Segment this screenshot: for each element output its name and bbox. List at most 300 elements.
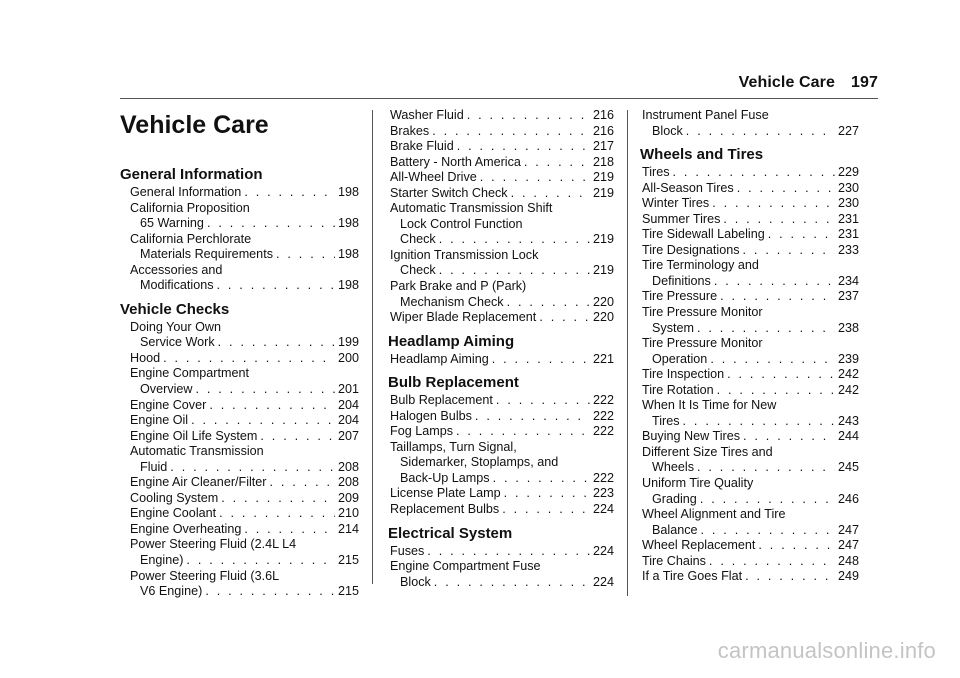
section-heading[interactable]: Headlamp Aiming	[388, 332, 515, 350]
toc-entry[interactable]	[642, 554, 859, 570]
toc-entry[interactable]	[120, 537, 359, 568]
entry-page-number: 207	[337, 428, 359, 443]
entry-title-line: Buying New Tires	[642, 429, 740, 444]
entry-page-number: 219	[592, 232, 614, 247]
toc-entry[interactable]	[390, 502, 614, 518]
entry-leader-row	[390, 170, 614, 186]
dot-leader	[710, 352, 835, 368]
entry-leader-row	[130, 460, 359, 476]
toc-entry[interactable]	[390, 559, 614, 590]
entry-leader-row	[642, 124, 859, 140]
toc-entry[interactable]	[120, 263, 359, 294]
toc-entry[interactable]	[390, 440, 614, 487]
entry-leader-row	[390, 575, 614, 591]
dot-leader	[539, 310, 590, 326]
dot-leader	[720, 289, 835, 305]
section-heading[interactable]: General Information	[120, 166, 263, 183]
entry-leader-row	[130, 278, 359, 294]
entry-title-line: Summer Tires	[642, 211, 721, 226]
entry-leader-row	[130, 351, 359, 367]
entry-title-line: Operation	[652, 351, 708, 366]
toc-entry[interactable]	[642, 212, 859, 228]
entry-page-number: 229	[837, 165, 859, 180]
dot-leader	[683, 414, 835, 430]
entry-title-line: Block	[400, 574, 431, 589]
entry-page-number: 223	[592, 486, 614, 501]
dot-leader	[727, 367, 835, 383]
entry-title-line: Grading	[652, 491, 697, 506]
entry-title-line: Halogen Bulbs	[390, 408, 472, 423]
toc-entry[interactable]	[390, 139, 614, 155]
entry-title-line: Engine Oil Life System	[130, 428, 258, 443]
toc-entry[interactable]	[120, 413, 359, 429]
entry-title-line: Power Steering Fluid (3.6L	[130, 568, 280, 583]
dot-leader	[507, 295, 590, 311]
entry-leader-row	[642, 492, 859, 508]
entry-title-line: Tires	[652, 413, 680, 428]
entry-leader-row	[130, 382, 359, 398]
dot-leader	[700, 492, 835, 508]
dot-leader	[467, 108, 590, 124]
dot-leader	[502, 502, 590, 518]
entry-page-number: 198	[337, 216, 359, 231]
entry-leader-row	[130, 185, 359, 201]
toc-entry[interactable]	[120, 569, 359, 600]
toc-entry[interactable]	[642, 108, 859, 139]
entry-page-number: 219	[592, 185, 614, 200]
entry-title-line: Cooling System	[130, 490, 219, 505]
entry-title-line: Block	[652, 123, 683, 138]
toc-section	[390, 108, 614, 326]
entry-page-number: 249	[837, 569, 859, 584]
entry-page-number: 220	[592, 310, 614, 325]
dot-leader	[244, 185, 335, 201]
entry-title-line: Headlamp Aiming	[390, 351, 489, 366]
entry-title-line: Tire Sidewall Labeling	[642, 227, 765, 242]
entry-title-line: Fog Lamps	[390, 424, 453, 439]
dot-leader	[218, 335, 335, 351]
entry-page-number: 200	[337, 350, 359, 365]
entry-title-line: Engine Coolant	[130, 506, 217, 521]
toc-entry[interactable]	[120, 475, 359, 491]
dot-leader	[270, 475, 335, 491]
entry-page-number: 222	[592, 470, 614, 485]
entry-title-line: Engine Compartment Fuse	[390, 559, 541, 574]
entry-title-line: Washer Fluid	[390, 108, 464, 122]
section-heading[interactable]: Electrical System	[388, 524, 513, 542]
entry-page-number: 230	[837, 196, 859, 211]
toc-entry[interactable]	[642, 398, 859, 429]
toc-section	[642, 108, 859, 139]
entry-leader-row	[130, 506, 359, 522]
toc-entry-list	[390, 352, 614, 368]
entry-leader-row	[390, 502, 614, 518]
entry-title-line: Wheels	[652, 460, 694, 475]
toc-entry[interactable]	[642, 569, 859, 585]
entry-leader-row	[642, 274, 859, 290]
entry-page-number: 215	[337, 584, 359, 599]
entry-page-number: 219	[592, 263, 614, 278]
toc-entry[interactable]	[642, 181, 859, 197]
toc-entry[interactable]	[642, 538, 859, 554]
entry-leader-row	[642, 212, 859, 228]
toc-entry[interactable]	[390, 108, 614, 124]
entry-page-number: 208	[337, 459, 359, 474]
dot-leader	[209, 398, 335, 414]
section-heading[interactable]: Vehicle Checks	[120, 300, 230, 318]
entry-leader-row	[390, 295, 614, 311]
dot-leader	[723, 212, 835, 228]
toc-entry[interactable]	[120, 429, 359, 445]
dot-leader	[743, 243, 835, 259]
toc-entry-list	[390, 544, 614, 591]
entry-page-number: 224	[592, 502, 614, 517]
dot-leader	[221, 491, 335, 507]
entry-leader-row	[390, 352, 614, 368]
entry-leader-row	[130, 216, 359, 232]
dot-leader	[434, 575, 590, 591]
dot-leader	[686, 124, 835, 140]
entry-leader-row	[642, 460, 859, 476]
toc-entry[interactable]	[390, 486, 614, 502]
entry-leader-row	[390, 155, 614, 171]
entry-page-number: 221	[592, 351, 614, 366]
toc-entry[interactable]	[642, 476, 859, 507]
running-header-section: Vehicle Care	[738, 74, 835, 91]
entry-title-line: Automatic Transmission	[130, 444, 264, 459]
entry-page-number: 238	[837, 320, 859, 335]
entry-title-line: Accessories and	[130, 262, 223, 277]
entry-title-line: Winter Tires	[642, 196, 710, 211]
toc-column-2	[390, 108, 614, 590]
toc-entry[interactable]	[390, 310, 614, 326]
toc-entry[interactable]	[120, 232, 359, 263]
toc-entry[interactable]	[390, 424, 614, 440]
entry-title-line: Fluid	[140, 459, 168, 474]
entry-leader-row	[390, 124, 614, 140]
entry-title-line: Fuses	[390, 543, 425, 558]
entry-title-line: Uniform Tire Quality	[642, 476, 754, 491]
toc-entry[interactable]	[120, 491, 359, 507]
entry-title-line: Balance	[652, 522, 698, 537]
entry-page-number: 244	[837, 429, 859, 444]
toc-section	[120, 166, 359, 294]
entry-title-line: All-Season Tires	[642, 180, 734, 195]
entry-title-line: Definitions	[652, 273, 711, 288]
entry-title-line: Service Work	[140, 335, 215, 350]
entry-leader-row	[390, 471, 614, 487]
entry-page-number: 234	[837, 273, 859, 288]
entry-title-line: Tire Designations	[642, 242, 740, 257]
dot-leader	[427, 544, 590, 560]
toc-entry[interactable]	[390, 170, 614, 186]
entry-leader-row	[642, 165, 859, 181]
entry-title-line: Tire Inspection	[642, 367, 725, 382]
toc-entry[interactable]	[120, 444, 359, 475]
dot-leader	[701, 523, 835, 539]
dot-leader	[439, 263, 590, 279]
dot-leader	[743, 429, 835, 445]
entry-page-number: 216	[592, 108, 614, 122]
dot-leader	[170, 460, 335, 476]
entry-title-line: Modifications	[140, 278, 214, 293]
toc-entry[interactable]	[390, 352, 614, 368]
entry-title-line: Ignition Transmission Lock	[390, 247, 539, 262]
entry-title-line: When It Is Time for New	[642, 398, 777, 413]
dot-leader	[195, 382, 335, 398]
toc-entry-list	[642, 165, 859, 585]
toc-entry[interactable]	[390, 201, 614, 248]
entry-leader-row	[390, 139, 614, 155]
entry-page-number: 208	[337, 475, 359, 490]
entry-title-line: If a Tire Goes Flat	[642, 569, 743, 584]
toc-entry[interactable]	[390, 186, 614, 202]
entry-title-line: Taillamps, Turn Signal,	[390, 439, 517, 454]
entry-title-line: Lock Control Function	[400, 216, 523, 231]
toc-entry-list	[390, 108, 614, 326]
entry-title-line: Park Brake and P (Park)	[390, 279, 527, 294]
dot-leader	[480, 170, 590, 186]
toc-entry[interactable]	[120, 351, 359, 367]
toc-column-1	[120, 166, 359, 600]
dot-leader	[524, 155, 590, 171]
entry-leader-row	[642, 383, 859, 399]
toc-column-3	[642, 108, 859, 585]
entry-leader-row	[390, 310, 614, 326]
dot-leader	[456, 424, 590, 440]
section-heading[interactable]: Bulb Replacement	[388, 374, 519, 392]
toc-entry[interactable]	[642, 383, 859, 399]
entry-page-number: 231	[837, 227, 859, 242]
dot-leader	[709, 554, 835, 570]
entry-leader-row	[390, 544, 614, 560]
entry-title-line: Battery - North America	[390, 154, 521, 169]
toc-entry[interactable]	[120, 201, 359, 232]
running-header	[739, 74, 878, 92]
entry-title-line: Starter Switch Check	[390, 185, 508, 200]
toc-section	[390, 333, 614, 368]
entry-page-number: 247	[837, 522, 859, 537]
page-title: Vehicle Care	[120, 111, 269, 139]
header-rule	[120, 98, 878, 99]
toc-entry[interactable]	[390, 248, 614, 279]
entry-page-number: 222	[592, 393, 614, 408]
entry-page-number: 210	[337, 506, 359, 521]
entry-leader-row	[642, 196, 859, 212]
entry-title-line: Tire Terminology and	[642, 258, 759, 273]
toc-entry[interactable]	[642, 289, 859, 305]
entry-page-number: 247	[837, 538, 859, 553]
entry-title-line: Tire Pressure Monitor	[642, 305, 763, 320]
toc-entry-list	[642, 108, 859, 139]
entry-page-number: 239	[837, 351, 859, 366]
entry-leader-row	[642, 227, 859, 243]
dot-leader	[714, 274, 835, 290]
dot-leader	[492, 352, 590, 368]
entry-title-line: Tire Pressure Monitor	[642, 336, 763, 351]
toc-entry[interactable]	[642, 305, 859, 336]
entry-title-line: Sidemarker, Stoplamps, and	[400, 455, 559, 470]
toc-entry[interactable]	[642, 196, 859, 212]
watermark: carmanualsonline.info	[717, 638, 936, 663]
page-header	[0, 0, 960, 100]
entry-leader-row	[390, 232, 614, 248]
entry-title-line: V6 Engine)	[140, 584, 203, 599]
dot-leader	[432, 124, 590, 140]
entry-page-number: 198	[337, 278, 359, 293]
entry-page-number: 222	[592, 408, 614, 423]
entry-title-line: Power Steering Fluid (2.4L L4	[130, 537, 297, 552]
entry-page-number: 198	[337, 247, 359, 262]
entry-title-line: Materials Requirements	[140, 247, 273, 262]
entry-page-number: 199	[337, 335, 359, 350]
entry-title-line: Mechanism Check	[400, 294, 504, 309]
entry-leader-row	[642, 429, 859, 445]
toc-entry[interactable]	[642, 429, 859, 445]
toc-section	[390, 374, 614, 517]
entry-page-number: 224	[592, 574, 614, 589]
toc-entry[interactable]	[642, 336, 859, 367]
dot-leader	[207, 216, 335, 232]
toc-entry-list	[390, 393, 614, 517]
entry-title-line: Engine Compartment	[130, 366, 250, 381]
toc-entry[interactable]	[642, 243, 859, 259]
dot-leader	[191, 413, 335, 429]
entry-leader-row	[642, 538, 859, 554]
entry-leader-row	[130, 475, 359, 491]
entry-title-line: All-Wheel Drive	[390, 170, 477, 185]
entry-page-number: 198	[337, 185, 359, 199]
toc-entry[interactable]	[642, 445, 859, 476]
entry-leader-row	[642, 569, 859, 585]
entry-leader-row	[130, 491, 359, 507]
dot-leader	[758, 538, 835, 554]
entry-leader-row	[642, 243, 859, 259]
entry-title-line: Engine Cover	[130, 397, 207, 412]
entry-page-number: 243	[837, 413, 859, 428]
toc-entry[interactable]	[642, 367, 859, 383]
entry-leader-row	[130, 247, 359, 263]
toc-entry[interactable]	[390, 544, 614, 560]
entry-leader-row	[130, 429, 359, 445]
dot-leader	[745, 569, 835, 585]
toc-entry[interactable]	[390, 155, 614, 171]
dot-leader	[712, 196, 835, 212]
toc-entry[interactable]	[642, 258, 859, 289]
dot-leader	[697, 321, 835, 337]
toc-entry[interactable]	[120, 366, 359, 397]
entry-page-number: 246	[837, 491, 859, 506]
entry-title-line: Tire Pressure	[642, 289, 718, 304]
dot-leader	[439, 232, 590, 248]
dot-leader	[205, 584, 335, 600]
entry-leader-row	[130, 413, 359, 429]
toc-entry[interactable]	[120, 398, 359, 414]
dot-leader	[244, 522, 335, 538]
entry-title-line: Instrument Panel Fuse	[642, 108, 769, 122]
entry-title-line: Wiper Blade Replacement	[390, 310, 537, 325]
entry-title-line: License Plate Lamp	[390, 486, 501, 501]
toc-entry[interactable]	[642, 165, 859, 181]
entry-page-number: 220	[592, 294, 614, 309]
entry-leader-row	[390, 393, 614, 409]
entry-page-number: 214	[337, 521, 359, 536]
entry-page-number: 242	[837, 367, 859, 382]
entry-page-number: 233	[837, 242, 859, 257]
dot-leader	[768, 227, 835, 243]
entry-page-number: 242	[837, 382, 859, 397]
entry-title-line: Engine Overheating	[130, 521, 242, 536]
entry-leader-row	[390, 263, 614, 279]
entry-page-number: 204	[337, 413, 359, 428]
toc-section	[120, 301, 359, 600]
entry-title-line: Check	[400, 232, 436, 247]
entry-leader-row	[642, 289, 859, 305]
entry-leader-row	[642, 367, 859, 383]
column-divider	[372, 110, 373, 584]
entry-title-line: Automatic Transmission Shift	[390, 201, 553, 216]
dot-leader	[737, 181, 835, 197]
entry-page-number: 245	[837, 460, 859, 475]
entry-title-line: Hood	[130, 350, 161, 365]
entry-leader-row	[390, 409, 614, 425]
dot-leader	[217, 278, 335, 294]
dot-leader	[186, 553, 335, 569]
entry-page-number: 222	[592, 424, 614, 439]
dot-leader	[673, 165, 835, 181]
entry-leader-row	[130, 335, 359, 351]
dot-leader	[493, 471, 590, 487]
toc-entry[interactable]	[120, 320, 359, 351]
dot-leader	[219, 506, 335, 522]
entry-page-number: 219	[592, 170, 614, 185]
toc-entry[interactable]	[390, 124, 614, 140]
dot-leader	[260, 429, 335, 445]
toc-entry[interactable]	[642, 507, 859, 538]
toc-entry[interactable]	[642, 227, 859, 243]
entry-leader-row	[642, 321, 859, 337]
toc-entry[interactable]	[390, 279, 614, 310]
entry-title-line: Engine)	[140, 553, 184, 568]
toc-entry[interactable]	[390, 409, 614, 425]
toc-entry-list	[120, 320, 359, 600]
entry-title-line: Brakes	[390, 123, 430, 138]
toc-entry[interactable]	[120, 506, 359, 522]
entry-leader-row	[390, 186, 614, 202]
entry-leader-row	[390, 486, 614, 502]
entry-leader-row	[130, 553, 359, 569]
entry-title-line: Overview	[140, 382, 193, 397]
toc-entry[interactable]	[120, 185, 359, 201]
toc-section	[642, 146, 859, 585]
entry-title-line: Engine Oil	[130, 413, 189, 428]
toc-entry[interactable]	[390, 393, 614, 409]
dot-leader	[163, 351, 335, 367]
entry-page-number: 217	[592, 139, 614, 154]
entry-title-line: General Information	[130, 185, 242, 199]
entry-page-number: 216	[592, 123, 614, 138]
entry-leader-row	[390, 108, 614, 124]
entry-title-line: 65 Warning	[140, 216, 204, 231]
entry-leader-row	[642, 554, 859, 570]
entry-page-number: 231	[837, 211, 859, 226]
entry-title-line: Wheel Alignment and Tire	[642, 507, 786, 522]
entry-title-line: System	[652, 320, 694, 335]
toc-entry[interactable]	[120, 522, 359, 538]
entry-title-line: Different Size Tires and	[642, 444, 773, 459]
entry-title-line: Bulb Replacement	[390, 393, 493, 408]
section-heading[interactable]: Wheels and Tires	[640, 146, 764, 164]
